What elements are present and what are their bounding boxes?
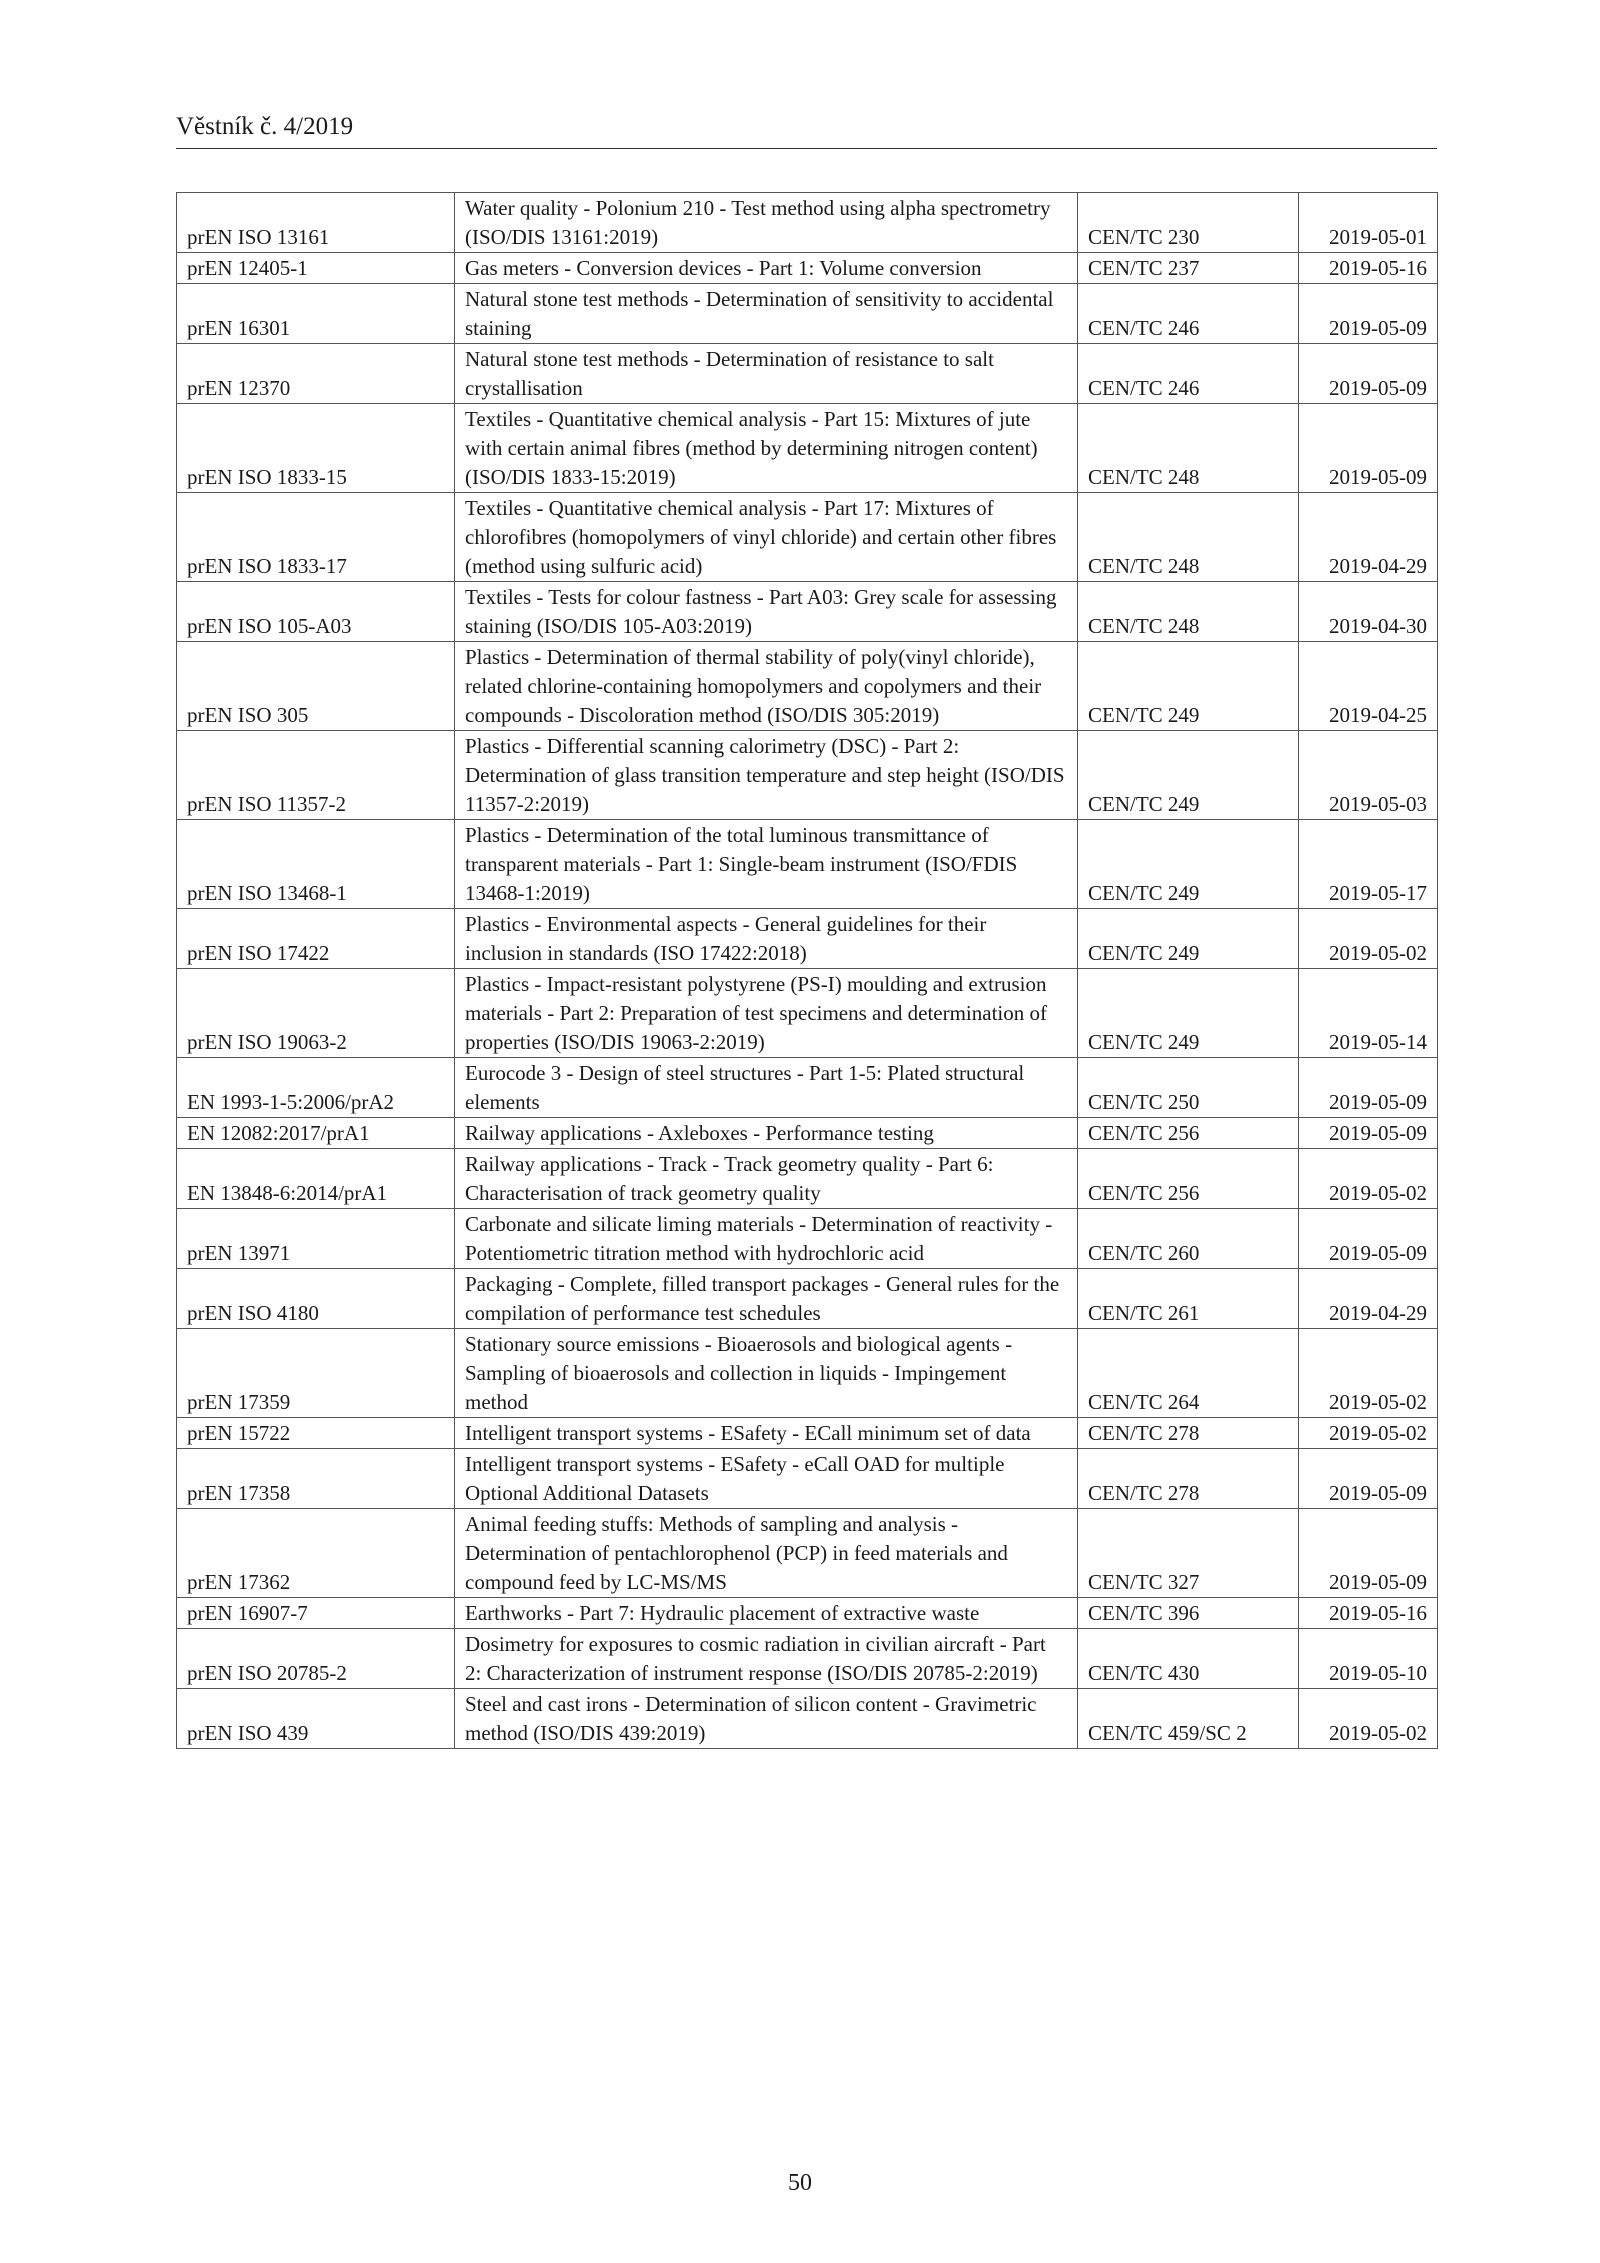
technical-committee-cell: CEN/TC 250 — [1078, 1058, 1299, 1118]
technical-committee-cell: CEN/TC 260 — [1078, 1209, 1299, 1269]
standard-code-cell: prEN 17362 — [177, 1509, 455, 1598]
page-header — [176, 112, 1437, 149]
standard-code-cell: prEN 16301 — [177, 284, 455, 344]
standard-title-cell: Plastics - Impact-resistant polystyrene (PS-I) moulding and extrusion materials - Part 2: Preparation of test specimens and determination of properties (ISO/DIS 19063-2:2019) — [455, 969, 1078, 1058]
deadline-date-cell: 2019-05-01 — [1299, 193, 1438, 253]
table-row — [177, 1058, 1438, 1118]
technical-committee-cell: CEN/TC 459/SC 2 — [1078, 1689, 1299, 1749]
standard-code-cell: prEN ISO 105-A03 — [177, 582, 455, 642]
deadline-date-cell: 2019-04-29 — [1299, 1269, 1438, 1329]
standard-title-cell: Earthworks - Part 7: Hydraulic placement of extractive waste — [455, 1598, 1078, 1629]
technical-committee-cell: CEN/TC 246 — [1078, 284, 1299, 344]
deadline-date-cell: 2019-05-09 — [1299, 284, 1438, 344]
standard-title-cell: Gas meters - Conversion devices - Part 1: Volume conversion — [455, 253, 1078, 284]
standard-title-cell: Textiles - Quantitative chemical analysis - Part 17: Mixtures of chlorofibres (homopolymers of vinyl chloride) and certain other fibres (method using sulfuric acid) — [455, 493, 1078, 582]
standard-code-cell: prEN ISO 4180 — [177, 1269, 455, 1329]
standard-code-cell: prEN ISO 20785-2 — [177, 1629, 455, 1689]
technical-committee-cell: CEN/TC 249 — [1078, 969, 1299, 1058]
deadline-date-cell: 2019-04-29 — [1299, 493, 1438, 582]
standard-code-cell: prEN ISO 19063-2 — [177, 969, 455, 1058]
table-row — [177, 193, 1438, 253]
technical-committee-cell: CEN/TC 430 — [1078, 1629, 1299, 1689]
technical-committee-cell: CEN/TC 230 — [1078, 193, 1299, 253]
technical-committee-cell: CEN/TC 278 — [1078, 1449, 1299, 1509]
bulletin-title: Věstník č. 4/2019 — [176, 113, 354, 140]
technical-committee-cell: CEN/TC 261 — [1078, 1269, 1299, 1329]
standard-title-cell: Textiles - Quantitative chemical analysis - Part 15: Mixtures of jute with certain animal fibres (method by determining nitrogen content) (ISO/DIS 1833-15:2019) — [455, 404, 1078, 493]
deadline-date-cell: 2019-05-02 — [1299, 1689, 1438, 1749]
table-row — [177, 1209, 1438, 1269]
standard-title-cell: Dosimetry for exposures to cosmic radiation in civilian aircraft - Part 2: Characterization of instrument response (ISO/DIS 20785-2:2019) — [455, 1629, 1078, 1689]
standard-title-cell: Plastics - Determination of thermal stability of poly(vinyl chloride), related chlorine-containing homopolymers and copolymers and their compounds - Discoloration method (ISO/DIS 305:2019) — [455, 642, 1078, 731]
deadline-date-cell: 2019-05-09 — [1299, 344, 1438, 404]
deadline-date-cell: 2019-05-10 — [1299, 1629, 1438, 1689]
deadline-date-cell: 2019-05-02 — [1299, 909, 1438, 969]
deadline-date-cell: 2019-04-30 — [1299, 582, 1438, 642]
table-row — [177, 284, 1438, 344]
table-row — [177, 1418, 1438, 1449]
standard-title-cell: Railway applications - Track - Track geometry quality - Part 6: Characterisation of track geometry quality — [455, 1149, 1078, 1209]
deadline-date-cell: 2019-05-17 — [1299, 820, 1438, 909]
technical-committee-cell: CEN/TC 249 — [1078, 820, 1299, 909]
technical-committee-cell: CEN/TC 249 — [1078, 909, 1299, 969]
deadline-date-cell: 2019-05-09 — [1299, 1449, 1438, 1509]
standard-code-cell: prEN ISO 13161 — [177, 193, 455, 253]
technical-committee-cell: CEN/TC 264 — [1078, 1329, 1299, 1418]
technical-committee-cell: CEN/TC 237 — [1078, 253, 1299, 284]
table-row — [177, 404, 1438, 493]
standard-title-cell: Textiles - Tests for colour fastness - Part A03: Grey scale for assessing staining (ISO/DIS 105-A03:2019) — [455, 582, 1078, 642]
technical-committee-cell: CEN/TC 249 — [1078, 731, 1299, 820]
technical-committee-cell: CEN/TC 248 — [1078, 404, 1299, 493]
standard-code-cell: prEN 12370 — [177, 344, 455, 404]
deadline-date-cell: 2019-05-02 — [1299, 1149, 1438, 1209]
table-row — [177, 642, 1438, 731]
standard-title-cell: Plastics - Environmental aspects - General guidelines for their inclusion in standards (ISO 17422:2018) — [455, 909, 1078, 969]
technical-committee-cell: CEN/TC 256 — [1078, 1149, 1299, 1209]
standard-title-cell: Steel and cast irons - Determination of silicon content - Gravimetric method (ISO/DIS 439:2019) — [455, 1689, 1078, 1749]
table-row — [177, 731, 1438, 820]
page-number: 50 — [788, 2170, 812, 2196]
standards-table — [176, 192, 1438, 1749]
technical-committee-cell: CEN/TC 278 — [1078, 1418, 1299, 1449]
standard-title-cell: Intelligent transport systems - ESafety - eCall OAD for multiple Optional Additional Datasets — [455, 1449, 1078, 1509]
standard-code-cell: EN 13848-6:2014/prA1 — [177, 1149, 455, 1209]
standard-title-cell: Plastics - Differential scanning calorimetry (DSC) - Part 2: Determination of glass transition temperature and step height (ISO/DIS 11357-2:2019) — [455, 731, 1078, 820]
standard-title-cell: Natural stone test methods - Determination of sensitivity to accidental staining — [455, 284, 1078, 344]
table-row — [177, 1449, 1438, 1509]
deadline-date-cell: 2019-05-09 — [1299, 1509, 1438, 1598]
standard-title-cell: Packaging - Complete, filled transport packages - General rules for the compilation of performance test schedules — [455, 1269, 1078, 1329]
table-row — [177, 1329, 1438, 1418]
standard-title-cell: Eurocode 3 - Design of steel structures - Part 1-5: Plated structural elements — [455, 1058, 1078, 1118]
table-row — [177, 1689, 1438, 1749]
deadline-date-cell: 2019-05-09 — [1299, 1118, 1438, 1149]
standard-title-cell: Natural stone test methods - Determination of resistance to salt crystallisation — [455, 344, 1078, 404]
standard-title-cell: Animal feeding stuffs: Methods of sampling and analysis - Determination of pentachlorophenol (PCP) in feed materials and compound feed by LC-MS/MS — [455, 1509, 1078, 1598]
technical-committee-cell: CEN/TC 248 — [1078, 582, 1299, 642]
technical-committee-cell: CEN/TC 396 — [1078, 1598, 1299, 1629]
standard-code-cell: prEN ISO 17422 — [177, 909, 455, 969]
deadline-date-cell: 2019-04-25 — [1299, 642, 1438, 731]
standard-title-cell: Carbonate and silicate liming materials - Determination of reactivity - Potentiometric titration method with hydrochloric acid — [455, 1209, 1078, 1269]
table-row — [177, 344, 1438, 404]
deadline-date-cell: 2019-05-02 — [1299, 1418, 1438, 1449]
table-row — [177, 1598, 1438, 1629]
table-row — [177, 1149, 1438, 1209]
standard-code-cell: prEN 17359 — [177, 1329, 455, 1418]
deadline-date-cell: 2019-05-03 — [1299, 731, 1438, 820]
standard-code-cell: prEN ISO 13468-1 — [177, 820, 455, 909]
deadline-date-cell: 2019-05-09 — [1299, 1209, 1438, 1269]
deadline-date-cell: 2019-05-16 — [1299, 253, 1438, 284]
standard-title-cell: Water quality - Polonium 210 - Test method using alpha spectrometry (ISO/DIS 13161:2019) — [455, 193, 1078, 253]
standard-code-cell: prEN 16907-7 — [177, 1598, 455, 1629]
standard-code-cell: prEN 17358 — [177, 1449, 455, 1509]
table-row — [177, 493, 1438, 582]
technical-committee-cell: CEN/TC 248 — [1078, 493, 1299, 582]
table-row — [177, 582, 1438, 642]
standard-code-cell: prEN 12405-1 — [177, 253, 455, 284]
technical-committee-cell: CEN/TC 249 — [1078, 642, 1299, 731]
table-row — [177, 1118, 1438, 1149]
standard-code-cell: EN 12082:2017/prA1 — [177, 1118, 455, 1149]
table-row — [177, 820, 1438, 909]
technical-committee-cell: CEN/TC 246 — [1078, 344, 1299, 404]
standard-code-cell: prEN ISO 305 — [177, 642, 455, 731]
deadline-date-cell: 2019-05-09 — [1299, 404, 1438, 493]
standard-title-cell: Plastics - Determination of the total luminous transmittance of transparent materials - Part 1: Single-beam instrument (ISO/FDIS 13468-1:2019) — [455, 820, 1078, 909]
standard-code-cell: prEN ISO 11357-2 — [177, 731, 455, 820]
standard-title-cell: Stationary source emissions - Bioaerosols and biological agents - Sampling of bioaerosols and collection in liquids - Impingement method — [455, 1329, 1078, 1418]
deadline-date-cell: 2019-05-16 — [1299, 1598, 1438, 1629]
standard-code-cell: EN 1993-1-5:2006/prA2 — [177, 1058, 455, 1118]
standards-table-body — [177, 193, 1438, 1749]
table-row — [177, 1509, 1438, 1598]
deadline-date-cell: 2019-05-02 — [1299, 1329, 1438, 1418]
table-row — [177, 1269, 1438, 1329]
standard-code-cell: prEN ISO 439 — [177, 1689, 455, 1749]
standard-code-cell: prEN 15722 — [177, 1418, 455, 1449]
deadline-date-cell: 2019-05-14 — [1299, 969, 1438, 1058]
table-row — [177, 1629, 1438, 1689]
standard-code-cell: prEN ISO 1833-17 — [177, 493, 455, 582]
technical-committee-cell: CEN/TC 327 — [1078, 1509, 1299, 1598]
standard-title-cell: Railway applications - Axleboxes - Performance testing — [455, 1118, 1078, 1149]
technical-committee-cell: CEN/TC 256 — [1078, 1118, 1299, 1149]
standard-code-cell: prEN ISO 1833-15 — [177, 404, 455, 493]
table-row — [177, 253, 1438, 284]
deadline-date-cell: 2019-05-09 — [1299, 1058, 1438, 1118]
table-row — [177, 969, 1438, 1058]
standard-title-cell: Intelligent transport systems - ESafety - ECall minimum set of data — [455, 1418, 1078, 1449]
standard-code-cell: prEN 13971 — [177, 1209, 455, 1269]
table-row — [177, 909, 1438, 969]
